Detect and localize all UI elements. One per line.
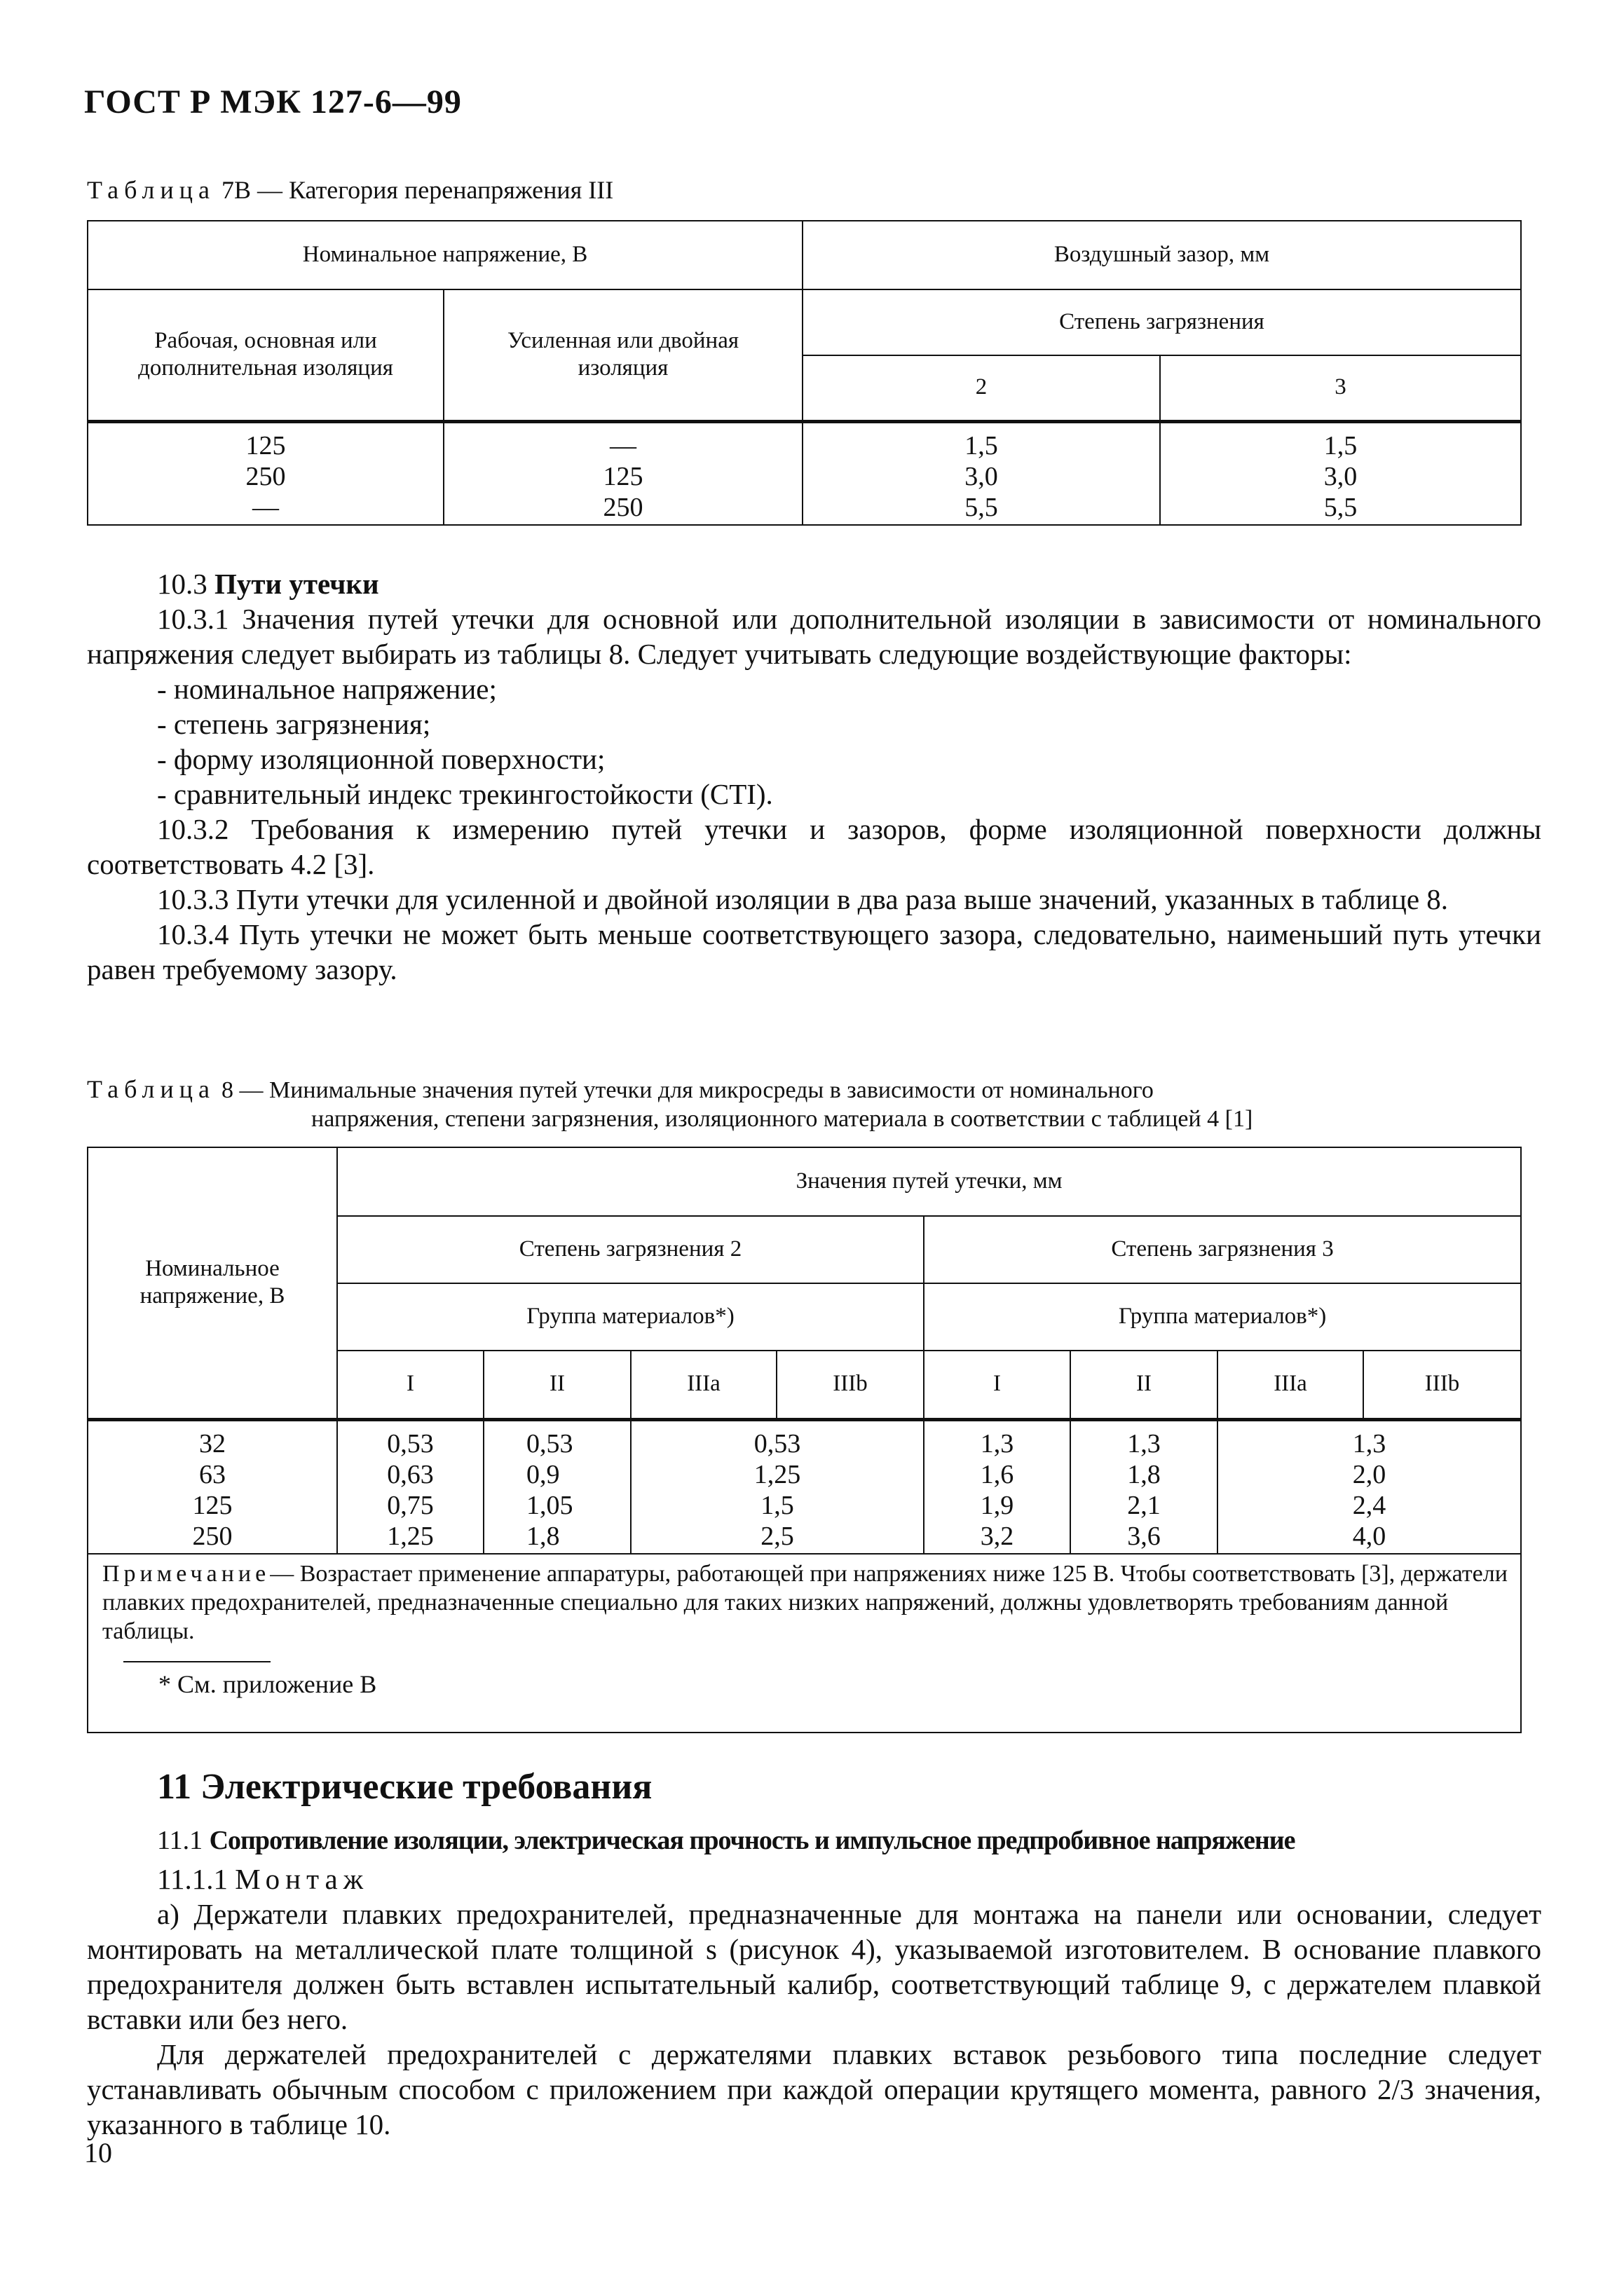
table-7b-header-rated-voltage: Номинальное напряжение, В [88, 221, 803, 289]
section-11-1-number: 11.1 [157, 1826, 203, 1855]
table-8-group-pd2-IIIa: IIIa [631, 1351, 777, 1419]
table-8-header-pd3: Степень загрязнения 3 [924, 1216, 1521, 1283]
table-8-col-pd3-II: 1,3 1,8 2,1 3,6 [1070, 1419, 1217, 1554]
table-7b-caption-text: 7В — Категория перенапряжения III [221, 176, 614, 204]
footnote-rule [123, 1661, 271, 1662]
table-7b-col-pd3: 1,5 3,0 5,5 [1160, 421, 1521, 525]
table-8-group-pd2-IIIb: IIIb [777, 1351, 924, 1419]
table-8-col-pd2-I: 0,53 0,63 0,75 1,25 [337, 1419, 484, 1554]
page-number: 10 [84, 2137, 112, 2168]
table-8-group-pd2-I: I [337, 1351, 484, 1419]
table-8 [87, 1147, 1522, 1733]
table-8-group-pd2-II: II [484, 1351, 631, 1419]
paragraph-10-3-1: 10.3.1 Значения путей утечки для основной или дополнительной изоляции в зависимости от номинального напряжения следует выбирать из таблицы 8. Следует учитывать следующие воздействующие факторы: [87, 603, 1541, 670]
table-7b-col-reinforced: — 125 250 [444, 421, 803, 525]
section-11-1-1-heading: Монтаж [235, 1863, 369, 1895]
section-10-3-number: 10.3 [157, 568, 207, 600]
list-item-4: - сравнительный индекс трекингостойкости (CTI). [157, 778, 773, 810]
paragraph-10-3-4: 10.3.4 Путь утечки не может быть меньше соответствующего зазора, следовательно, наименьший путь утечки равен требуемому зазору. [87, 918, 1541, 985]
section-10-3 [87, 566, 1541, 987]
table-8-header-material-group-pd2: Группа материалов*) [337, 1283, 924, 1351]
section-11-1-title [157, 1825, 1295, 1856]
table-8-caption-text: 8 — Минимальные значения путей утечки для микросреды в зависимости от номинального [221, 1077, 1154, 1103]
table-8-caption-line2: напряжения, степени загрязнения, изоляционного материала в соответствии с таблицей 4 [1] [311, 1106, 1253, 1132]
paragraph-11-1-1-a: а) Держатели плавких предохранителей, предназначенные для монтажа на панели или основании, следует монтировать на металлической плате толщиной s (рисунок 4), указываемой изготовителем. В основание плавкого предохранителя должен быть вставлен испытательный калибр, соответствующий таблице 9, с держателем плавкой вставки или без него. [87, 1898, 1541, 2035]
table-7b-header-reinforced-insulation: Усиленная или двойная изоляция [444, 289, 803, 421]
table-7b-caption-label: Таблица [87, 176, 215, 204]
table-7b-col-pd2: 1,5 3,0 5,5 [803, 421, 1160, 525]
table-8-group-pd3-IIIa: IIIa [1217, 1351, 1363, 1419]
section-11-1-1-number: 11.1.1 [157, 1863, 228, 1895]
table-8-header-rated-voltage: Номинальное напряжение, В [88, 1147, 337, 1419]
table-7b-header-pd3: 3 [1160, 355, 1521, 421]
table-8-col-pd2-III: 0,53 1,25 1,5 2,5 [631, 1419, 924, 1554]
paragraph-10-3-3: 10.3.3 Пути утечки для усиленной и двойной изоляции в два раза выше значений, указанных в таблице 8. [157, 883, 1449, 915]
section-11-body [87, 1861, 1541, 2142]
list-item-2: - степень загрязнения; [157, 708, 431, 740]
table-7b-header-clearance: Воздушный зазор, мм [803, 221, 1521, 289]
section-10-3-heading: Пути утечки [214, 568, 379, 600]
table-8-note-label: Примечание [102, 1561, 271, 1587]
table-8-group-pd3-I: I [924, 1351, 1070, 1419]
table-8-col-voltage: 32 63 125 250 [88, 1419, 337, 1554]
section-10-3-title [87, 566, 1541, 601]
table-8-col-pd3-I: 1,3 1,6 1,9 3,2 [924, 1419, 1070, 1554]
table-8-header-creepage: Значения путей утечки, мм [337, 1147, 1521, 1216]
table-7b-header-basic-insulation: Рабочая, основная или дополнительная изоляция [88, 289, 444, 421]
paragraph-10-3-2: 10.3.2 Требования к измерению путей утечки и зазоров, форме изоляционной поверхности должны соответствовать 4.2 [3]. [87, 813, 1541, 880]
section-11-1-heading: Сопротивление изоляции, электрическая прочность и импульсное предпробивное напряжение [209, 1826, 1295, 1855]
table-7b [87, 220, 1522, 526]
table-8-col-pd2-II: 0,53 0,9 1,05 1,8 [484, 1419, 631, 1554]
table-8-caption [87, 1074, 1154, 1104]
table-8-note [88, 1554, 1521, 1733]
table-8-header-pd2: Степень загрязнения 2 [337, 1216, 924, 1283]
section-11-1-1-title [87, 1861, 1541, 1897]
table-8-header-material-group-pd3: Группа материалов*) [924, 1283, 1521, 1351]
section-11-title: 11 Электрические требования [157, 1767, 653, 1807]
list-item-1: - номинальное напряжение; [157, 673, 497, 705]
table-8-note-body: — Возрастает применение аппаратуры, работающей при напряжениях ниже 125 В. Чтобы соответствовать [3], держатели плавких предохранителей, предназначенные специально для таких низких напряжений, должны удовлетворять требованиям данной таблицы. [102, 1561, 1508, 1644]
running-head: ГОСТ Р МЭК 127-6—99 [84, 83, 462, 121]
table-7b-caption [87, 175, 613, 205]
list-item-3: - форму изоляционной поверхности; [157, 743, 606, 775]
table-8-col-pd3-III: 1,3 2,0 2,4 4,0 [1217, 1419, 1521, 1554]
table-7b-header-pollution-degree: Степень загрязнения [803, 289, 1521, 355]
table-8-group-pd3-II: II [1070, 1351, 1217, 1419]
table-8-group-pd3-IIIb: IIIb [1363, 1351, 1521, 1419]
table-7b-col-basic: 125 250 — [88, 421, 444, 525]
table-8-footnote: * См. приложение В [158, 1670, 377, 1699]
table-7b-header-pd2: 2 [803, 355, 1160, 421]
table-8-caption-label: Таблица [87, 1075, 215, 1103]
table-8-note-text [102, 1560, 1508, 1646]
paragraph-11-1-1-b: Для держателей предохранителей с держателями плавких вставок резьбового типа последние следует устанавливать обычным способом с приложением при каждой операции крутящего момента, равного 2/3 значения, указанного в таблице 10. [87, 2038, 1541, 2140]
